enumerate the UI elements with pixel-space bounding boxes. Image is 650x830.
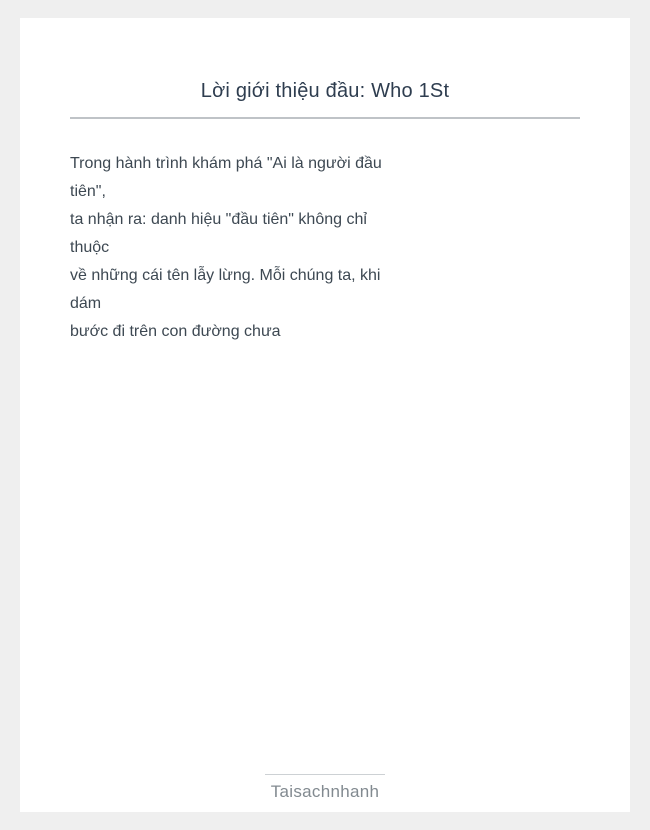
body-line: bước đi trên con đường chưa: [70, 323, 281, 340]
body-line: Trong hành trình khám phá "Ai là người đầu: [70, 155, 382, 172]
page-footer: [20, 774, 630, 802]
body-paragraph: [70, 150, 580, 346]
body-line: thuộc: [70, 239, 110, 256]
body-line: dám: [70, 295, 102, 312]
document-page: [20, 18, 630, 812]
title-divider: [70, 117, 580, 119]
body-line: ta nhận ra: danh hiệu "đầu tiên" không chỉ: [70, 211, 367, 228]
footer-divider: [265, 774, 385, 775]
page-title: Lời giới thiệu đầu: Who 1St: [200, 80, 450, 102]
body-line: tiên",: [70, 183, 106, 200]
page-header: [20, 18, 630, 119]
footer-brand: Taisachnhanh: [270, 782, 380, 801]
body-line: về những cái tên lẫy lừng. Mỗi chúng ta, khi: [70, 267, 381, 284]
